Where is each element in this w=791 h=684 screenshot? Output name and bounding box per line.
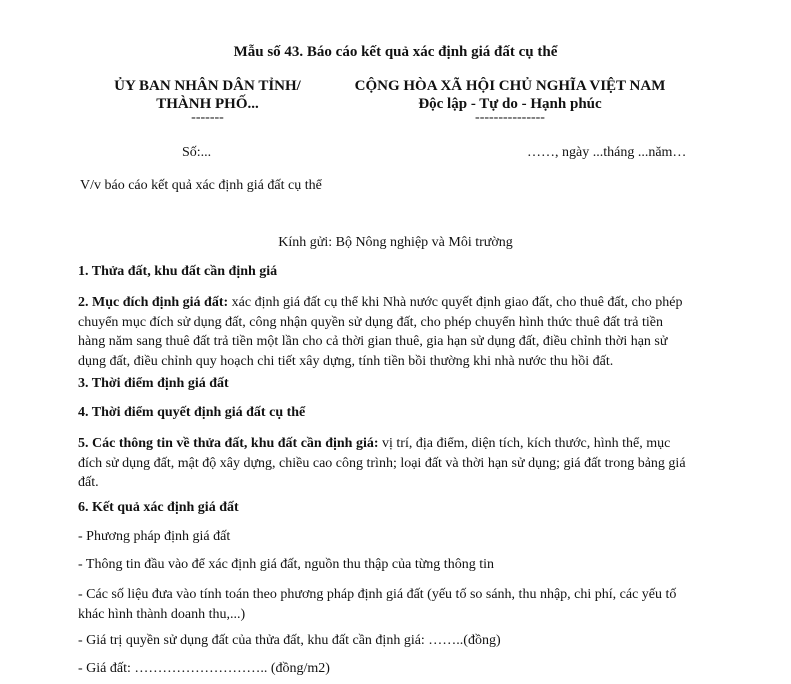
recipient-line: Kính gửi: Bộ Nông nghiệp và Môi trường <box>278 235 513 250</box>
section-5 <box>78 434 693 493</box>
section-6-heading: 6. Kết quả xác định giá đất <box>78 500 239 515</box>
section-5-heading: 5. Các thông tin về thửa đất, khu đất cần định giá: <box>78 436 379 451</box>
section-1-heading: 1. Thửa đất, khu đất cần định giá <box>78 264 278 279</box>
nation-line: CỘNG HÒA XÃ HỘI CHỦ NGHĨA VIỆT NAM <box>354 78 666 94</box>
section-6-item-figures: - Các số liệu đưa vào tính toán theo phương pháp định giá đất (yếu tố so sánh, thu nhập, chi phí, các yếu tố khác hình thành doanh thu,...) <box>78 587 677 622</box>
right-header <box>330 77 690 113</box>
section-6-item-method: - Phương pháp định giá đất <box>78 529 231 544</box>
form-title: Mẫu số 43. Báo cáo kết quả xác định giá đất cụ thể <box>233 44 558 60</box>
motto-line: Độc lập - Tự do - Hạnh phúc <box>418 96 602 112</box>
document-date: ……, ngày ...tháng ...năm… <box>527 145 687 160</box>
section-6-item-inputs: - Thông tin đầu vào để xác định giá đất, nguồn thu thập của từng thông tin <box>78 557 494 572</box>
section-6-item-value: - Giá trị quyền sử dụng đất của thửa đất, khu đất cần định giá: ……..(đồng) <box>78 633 501 648</box>
document-number: Số:... <box>182 145 212 160</box>
agency-line-1: ỦY BAN NHÂN DÂN TỈNH/ <box>114 78 301 94</box>
left-header-dash: ------- <box>191 110 224 125</box>
section-2 <box>78 293 693 371</box>
right-header-dash: --------------- <box>475 110 545 125</box>
section-6-item-price: - Giá đất: ……………………….. (đồng/m2) <box>78 661 330 676</box>
agency-line-2: THÀNH PHỐ... <box>156 96 259 112</box>
subject-line: V/v báo cáo kết quả xác định giá đất cụ thể <box>80 178 322 193</box>
left-header <box>85 77 330 113</box>
section-4-heading: 4. Thời điểm quyết định giá đất cụ thể <box>78 405 306 420</box>
section-5-text: vị trí, địa điểm, diện tích, kích thước, hình thể, mục đích sử dụng đất, mật độ xây dựng, chiều cao công trình; loại đất và thời hạn sử dụng; giá đất trong bảng giá đất. <box>78 436 686 490</box>
section-2-text: xác định giá đất cụ thể khi Nhà nước quyết định giao đất, cho thuê đất, cho phép chuyển mục đích sử dụng đất, công nhận quyền sử dụng đất, cho phép chuyển hình thức thuê đất trả tiền hàng năm sang thuê đất trả tiền một lần cho cả thời gian thuê, gia hạn sử dụng đất, điều chỉnh thời hạn sử dụng đất, điều chỉnh quy hoạch chi tiết xây dựng, tính tiền bồi thường khi nhà nước thu hồi đất. <box>78 295 683 369</box>
section-3-heading: 3. Thời điểm định giá đất <box>78 376 229 391</box>
section-2-heading: 2. Mục đích định giá đất: <box>78 295 229 310</box>
